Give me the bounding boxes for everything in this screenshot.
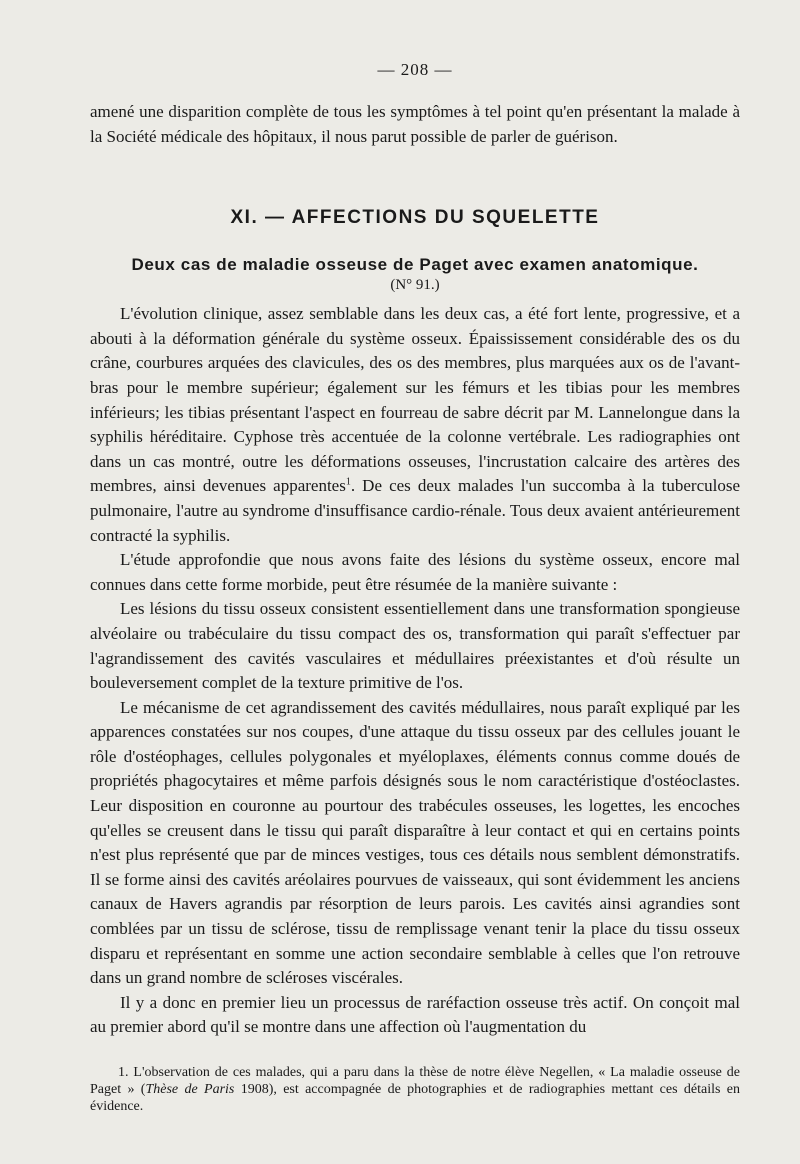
article-title: Deux cas de maladie osseuse de Paget avec examen anatomique. bbox=[131, 255, 699, 275]
footnote-citation-title: Thèse de Paris bbox=[145, 1082, 235, 1097]
intro-paragraph: amené une disparition complète de tous les symptômes à tel point qu'en présentant la malade à la Société médicale des hôpitaux, il nous parut possible de parler de guérison. bbox=[90, 102, 740, 146]
footnote-reference: 1 bbox=[345, 476, 351, 488]
page-number: — 208 — bbox=[377, 60, 453, 79]
footnote-text-end: 1908), est accompagnée de photographies et de radiographies mettant ces détails en évidence. bbox=[90, 1082, 740, 1114]
article-body bbox=[90, 302, 740, 1040]
section-title: XI. — AFFECTIONS DU SQUELETTE bbox=[230, 207, 600, 229]
footnote-text: L'observation de ces malades, qui a paru dans la thèse de notre élève Negellen, « La maladie osseuse de Paget » ( bbox=[90, 1065, 740, 1097]
footnote-1 bbox=[90, 1064, 740, 1115]
paragraph-study-summary: L'étude approfondie que nous avons faite des lésions du système osseux, encore mal connues dans cette forme morbide, peut être résumée de la manière suivante : bbox=[90, 550, 740, 594]
paragraph-text: L'évolution clinique, assez semblable dans les deux cas, a été fort lente, progressive, et a abouti à la déformation générale du système osseux. Épaississement considérable des os du crâne, courbures arquées des clavicules, des os des membres, plus marquées aux os de l'avant-bras pour le membre supérieur; également sur les fémurs et les tibias pour les membres inférieurs; les tibias présentant l'aspect en fourreau de sabre décrit par M. Lannelongue dans la syphilis héréditaire. Cyphose très accentuée de la colonne vertébrale. Les radiographies ont dans un cas montré, outre les déformations osseuses, l'incrustation calcaire des artères des membres, ainsi devenues apparentes bbox=[90, 304, 740, 496]
paragraph-mechanism: Le mécanisme de cet agrandissement des cavités médullaires, nous paraît expliqué par les apparences constatées sur nos coupes, d'une attaque du tissu osseux par des cellules jouant le rôle d'ostéophages, cellules polygonales et myéloplaxes, éléments connus comme doués de propriétés phagocytaires et même parfois désignés sous le nom caractéristique d'ostéoclastes. Leur disposition en couronne au pourtour des trabécules osseuses, les logettes, les encoches qu'elles se creusent dans le tissu qui paraît disparaître à leur contact et qui en certains points n'est plus représenté que par de minces vestiges, tous ces détails nous semblent démonstratifs. Il se forme ainsi des cavités aréolaires pourvues de vaisseaux, qui sont évidemment les anciens canaux de Havers agrandis par résorption de leurs parois. Les cavités ainsi agrandies sont comblées par un tissu de sclérose, tissu de remplissage venant tenir la place du tissu osseux disparu et représentant en somme une action secondaire semblable à celles que l'on retrouve dans un grand nombre de scléroses viscérales. bbox=[90, 697, 740, 988]
article-number: (N° 91.) bbox=[390, 277, 440, 294]
paragraph-clinical-evolution bbox=[90, 302, 740, 548]
paragraph-bone-lesions: Les lésions du tissu osseux consistent essentiellement dans une transformation spongieuse alvéolaire ou trabéculaire du tissu compact des os, transformation qui paraît s'effectuer par l'agrandissement des cavités vasculaires et médullaires préexistantes et d'où résulte un bouleversement complet de la texture primitive de l'os. bbox=[90, 599, 740, 693]
paragraph-rarefaction: Il y a donc en premier lieu un processus de raréfaction osseuse très actif. On conçoit mal au premier abord qu'il se montre dans une affection où l'augmentation du bbox=[90, 992, 740, 1037]
paragraph-text: . De ces deux malades l'un succomba à la tuberculose pulmonaire, l'autre au syndrome d'insuffisance cardio-rénale. Tous deux avaient antérieurement contracté la syphilis. bbox=[90, 476, 740, 545]
footnote-marker: 1. bbox=[118, 1065, 129, 1080]
footnotes bbox=[90, 1064, 740, 1115]
body-text bbox=[90, 100, 740, 149]
